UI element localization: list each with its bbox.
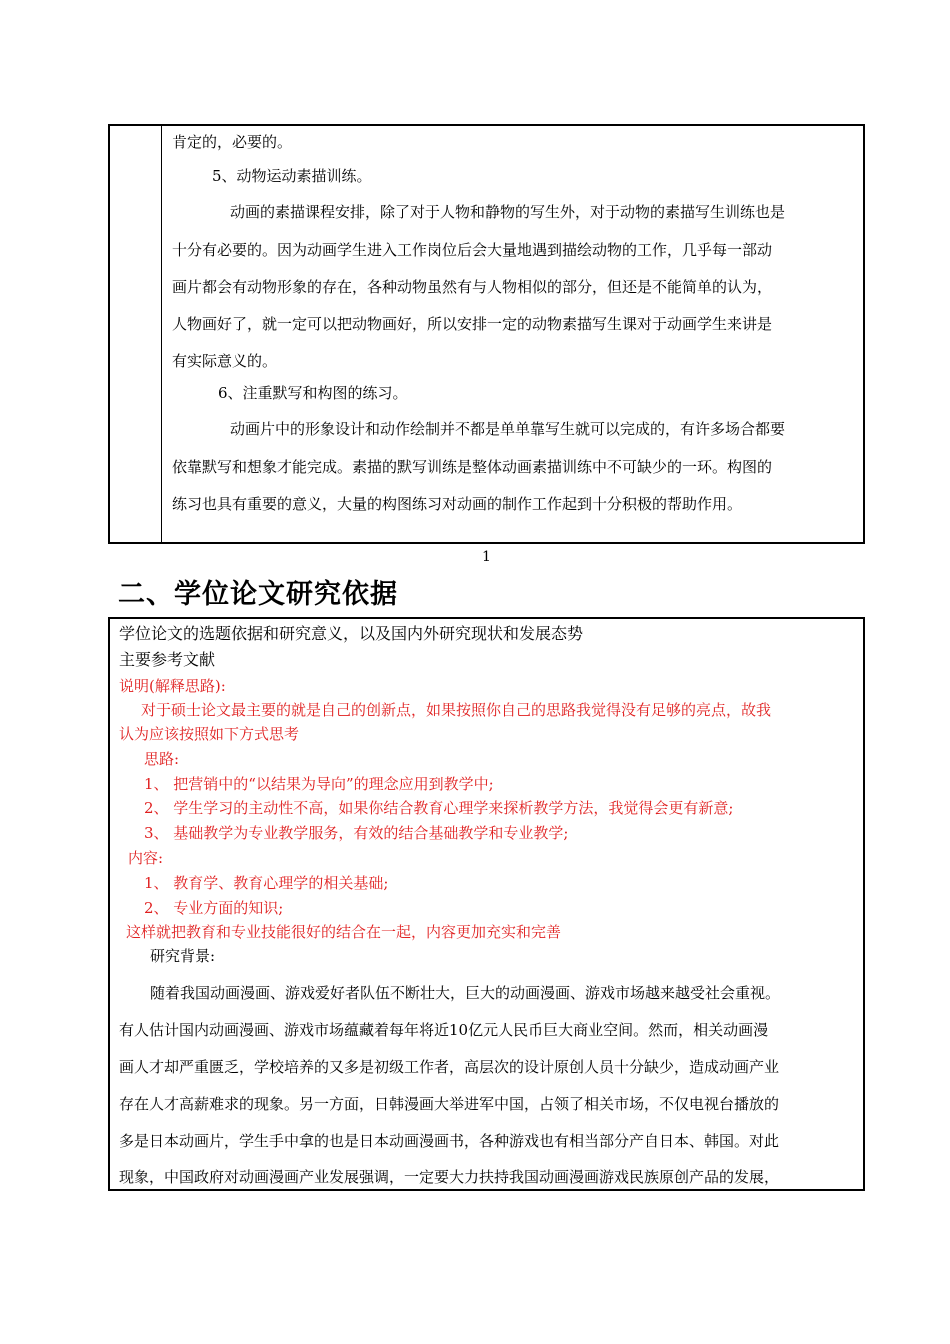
table-header-topic: 学位论文的选题依据和研究意义，以及国内外研究现状和发展态势 — [119, 624, 584, 643]
paragraph-line: 随着我国动画漫画、游戏爱好者队伍不断壮大，巨大的动画漫画、游戏市场越来越受社会重视。 — [150, 984, 781, 1002]
paragraph-line: 画人才却严重匮乏，学校培养的又多是初级工作者，高层次的设计原创人员十分缺少，造成动画产业 — [119, 1058, 780, 1076]
note-label-content: 内容: — [128, 849, 164, 867]
research-basis-table — [108, 617, 865, 1191]
paragraph-line: 有人估计国内动画漫画、游戏市场蕴藏着每年将近10亿元人民币巨大商业空间。然而，相关动画漫 — [119, 1021, 769, 1039]
paragraph-line: 存在人才高薪难求的现象。另一方面，日韩漫画大举进军中国，占领了相关市场，不仅电视台播放的 — [119, 1095, 780, 1113]
paragraph-line: 现象，中国政府对动画漫画产业发展强调，一定要大力扶持我国动画漫画游戏民族原创产品的发展， — [119, 1168, 780, 1186]
table-header-references: 主要参考文献 — [119, 650, 216, 669]
paragraph-line: 动画的素描课程安排，除了对于人物和静物的写生外，对于动物的素描写生训练也是 — [230, 203, 786, 221]
paragraph-line: 有实际意义的。 — [172, 352, 278, 370]
note-summary: 这样就把教育和专业技能很好的结合在一起，内容更加充实和完善 — [126, 923, 562, 941]
note-list-item: 2、 专业方面的知识; — [144, 899, 284, 917]
section-heading: 二、学位论文研究依据 — [118, 579, 398, 610]
note-line: 认为应该按照如下方式思考 — [119, 725, 300, 743]
note-label: 说明(解释思路): — [119, 677, 226, 695]
note-list-item: 1、 把营销中的“以结果为导向”的理念应用到教学中; — [144, 775, 494, 793]
note-list-item: 3、 基础教学为专业教学服务，有效的结合基础教学和专业教学; — [144, 824, 569, 842]
background-label: 研究背景: — [150, 947, 216, 965]
paragraph-line: 动画片中的形象设计和动作绘制并不都是单单靠写生就可以完成的，有许多场合都要 — [230, 420, 786, 438]
subheading-memory-drawing: 6、注重默写和构图的练习。 — [218, 384, 408, 402]
paragraph-line: 人物画好了，就一定可以把动物画好，所以安排一定的动物素描写生课对于动画学生来讲是 — [172, 315, 773, 333]
paragraph-line: 多是日本动画片，学生手中拿的也是日本动画漫画书，各种游戏也有相当部分产自日本、韩国。对此 — [119, 1132, 780, 1150]
note-list-item: 1、 教育学、教育心理学的相关基础; — [144, 874, 389, 892]
paragraph-line: 肯定的，必要的。 — [172, 133, 293, 151]
table-left-column — [110, 126, 162, 542]
paragraph-line: 依靠默写和想象才能完成。素描的默写训练是整体动画素描训练中不可缺少的一环。构图的 — [172, 458, 773, 476]
page-number: 1 — [482, 549, 491, 565]
note-label-thinking: 思路: — [144, 750, 180, 768]
note-list-item: 2、 学生学习的主动性不高，如果你结合教育心理学来探析教学方法，我觉得会更有新意; — [144, 799, 734, 817]
subheading-animal-motion: 5、动物运动素描训练。 — [212, 167, 372, 185]
note-line: 对于硕士论文最主要的就是自己的创新点，如果按照你自己的思路我觉得没有足够的亮点，故我 — [141, 701, 772, 719]
table-continued — [108, 124, 865, 544]
paragraph-line: 练习也具有重要的意义，大量的构图练习对动画的制作工作起到十分积极的帮助作用。 — [172, 495, 743, 513]
paragraph-line: 画片都会有动物形象的存在，各种动物虽然有与人物相似的部分，但还是不能简单的认为， — [172, 278, 773, 296]
paragraph-line: 十分有必要的。因为动画学生进入工作岗位后会大量地遇到描绘动物的工作，几乎每一部动 — [172, 241, 773, 259]
